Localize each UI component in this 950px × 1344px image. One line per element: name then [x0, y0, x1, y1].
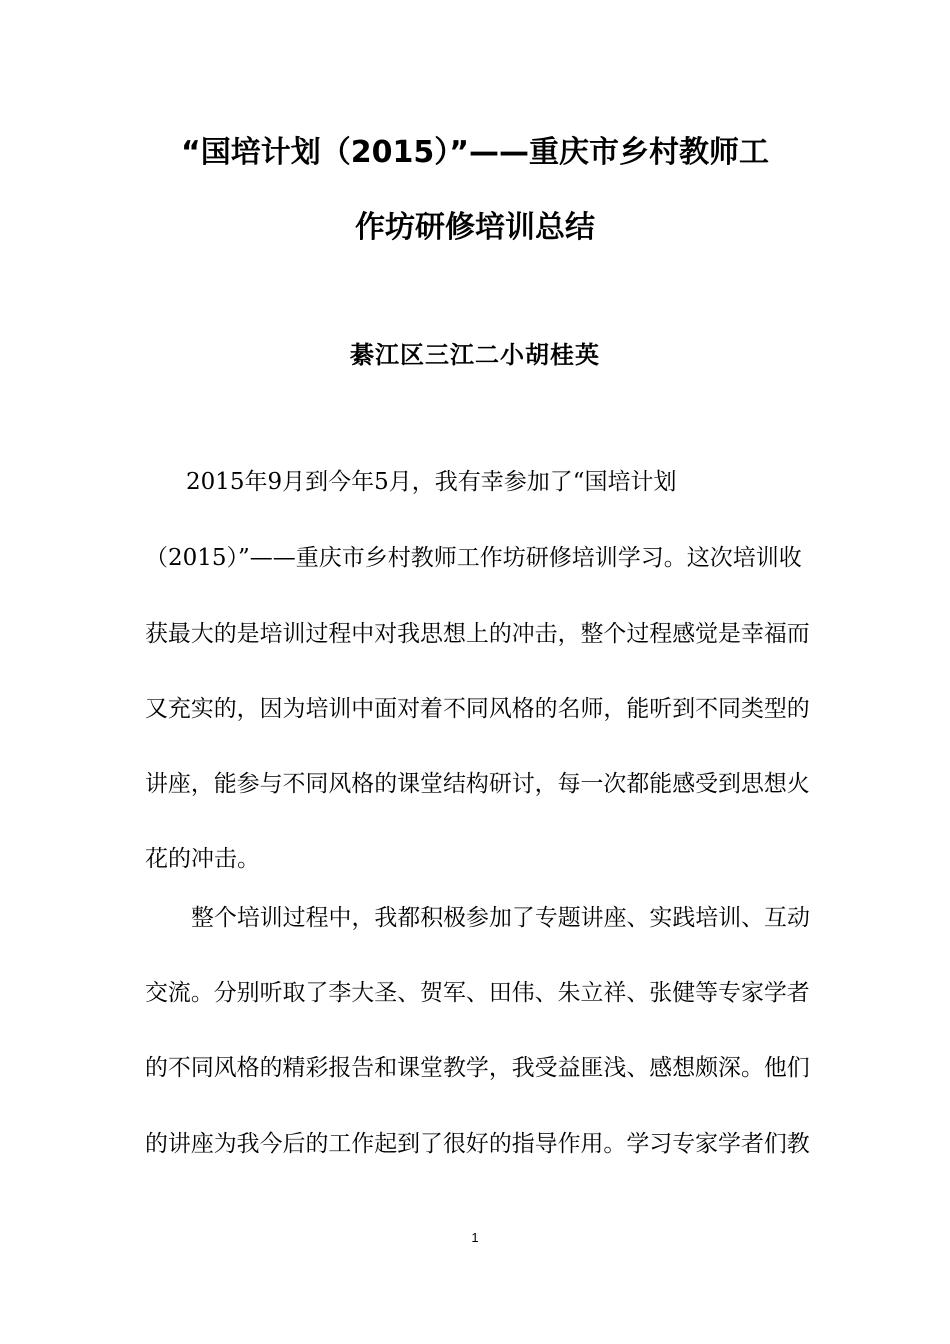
- paragraph-1-line-2: （2015）”——重庆市乡村教师工作坊研修培训学习。这次培训收: [145, 545, 802, 571]
- paragraph-2-line-1: 整个培训过程中，我都积极参加了专题讲座、实践培训、互动: [191, 905, 810, 931]
- paragraph-1-line-4: 又充实的，因为培训中面对着不同风格的名师，能听到不同类型的: [145, 696, 810, 722]
- paragraph-1-line-1: 2015年9月到今年5月，我有幸参加了“国培计划: [186, 469, 677, 495]
- paragraph-2-line-3: 的不同风格的精彩报告和课堂教学，我受益匪浅、感想颇深。他们: [145, 1055, 810, 1081]
- paragraph-1-line-5: 讲座，能参与不同风格的课堂结构研讨，每一次都能感受到思想火: [145, 771, 810, 797]
- document-title-line-2: 作坊研修培训总结: [355, 210, 595, 245]
- page-number: 1: [471, 1230, 479, 1245]
- paragraph-1-line-3: 获最大的是培训过程中对我思想上的冲击，整个过程感觉是幸福而: [145, 621, 810, 647]
- paragraph-2-line-2: 交流。分别听取了李大圣、贺军、田伟、朱立祥、张健等专家学者: [145, 980, 810, 1006]
- paragraph-1-line-6: 花的冲击。: [145, 846, 260, 872]
- author-line: 綦江区三江二小胡桂英: [350, 340, 600, 369]
- paragraph-2-line-4: 的讲座为我今后的工作起到了很好的指导作用。学习专家学者们教: [145, 1131, 810, 1157]
- document-title-line-1: “国培计划（2015）”——重庆市乡村教师工: [181, 135, 769, 170]
